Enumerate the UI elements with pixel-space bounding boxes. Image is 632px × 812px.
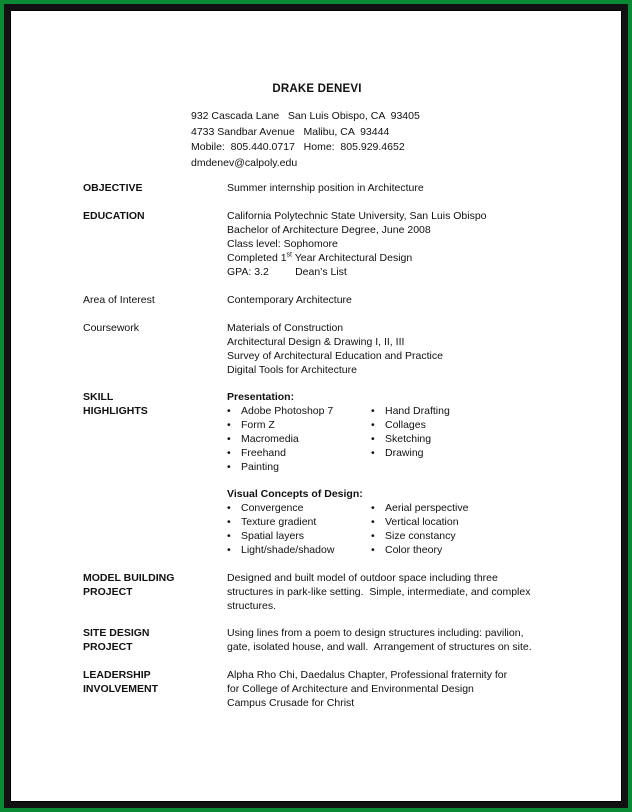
list-item: • Vertical location	[371, 515, 468, 529]
phone-line: Mobile: 805.440.0717 Home: 805.929.4652	[191, 141, 405, 153]
leadership-label-line-2: INVOLVEMENT	[83, 683, 159, 695]
education-completed	[227, 251, 487, 265]
list-item: • Hand Drafting	[371, 404, 450, 418]
presentation-head-text: Presentation:	[227, 391, 295, 403]
email-link[interactable]: dmdenev@calpoly.edu	[191, 156, 298, 169]
education-body	[227, 209, 487, 279]
contact-block	[191, 109, 420, 171]
list-item: • Form Z	[227, 418, 333, 432]
list-item: • Macromedia	[227, 432, 333, 446]
list-item: • Spatial layers	[227, 529, 334, 543]
leadership-line: for College of Architecture and Environmental Design	[227, 683, 474, 695]
list-item: • Aerial perspective	[371, 501, 468, 515]
objective-text	[227, 181, 424, 195]
site-label-line-2: PROJECT	[83, 641, 133, 653]
education-degree: Bachelor of Architecture Degree, June 2008	[227, 224, 431, 236]
site-body	[227, 626, 532, 654]
model-label-line-2: PROJECT	[83, 586, 133, 598]
model-body	[227, 571, 530, 613]
skills-label-line-1: SKILL	[83, 391, 114, 403]
interest-text: Contemporary Architecture	[227, 294, 352, 306]
model-label-line-1: MODEL BUILDING	[83, 572, 175, 584]
list-item: • Size constancy	[371, 529, 468, 543]
education-class-level: Class level: Sophomore	[227, 238, 338, 250]
site-label	[83, 626, 150, 654]
objective-line: Summer internship position in Architecture	[227, 182, 424, 194]
visual-concepts-heading	[227, 487, 363, 501]
skills-label	[83, 390, 148, 418]
course-item: Architectural Design & Drawing I, II, III	[227, 336, 405, 348]
resume-page	[10, 10, 622, 802]
site-label-line-1: SITE DESIGN	[83, 627, 150, 639]
list-item: • Drawing	[371, 446, 450, 460]
list-item: • Convergence	[227, 501, 334, 515]
visual-list-right	[371, 501, 468, 557]
list-item: • Adobe Photoshop 7	[227, 404, 333, 418]
presentation-list-right	[371, 404, 450, 460]
course-item: Materials of Construction	[227, 322, 344, 334]
model-label	[83, 571, 174, 599]
list-item: • Sketching	[371, 432, 450, 446]
site-line: Using lines from a poem to design structures including: pavilion,	[227, 627, 524, 639]
presentation-heading	[227, 390, 294, 404]
coursework-label: Coursework	[83, 322, 140, 334]
list-item: • Freehand	[227, 446, 333, 460]
list-item: • Light/shade/shadow	[227, 543, 334, 557]
list-item: • Color theory	[371, 543, 468, 557]
list-item: • Texture gradient	[227, 515, 334, 529]
model-line: Designed and built model of outdoor space including three	[227, 572, 498, 584]
visual-head-text: Visual Concepts of Design:	[227, 488, 363, 500]
completed-rest: Year Architectural Design	[292, 252, 413, 264]
completed-superscript: st	[286, 251, 292, 259]
objective-label: OBJECTIVE	[83, 182, 143, 194]
interest-body	[227, 293, 352, 307]
skills-label-line-2: HIGHLIGHTS	[83, 405, 148, 417]
completed-text: Completed 1	[227, 252, 287, 264]
site-line: gate, isolated house, and wall. Arrangement of structures on site.	[227, 641, 532, 653]
course-item: Digital Tools for Architecture	[227, 364, 357, 376]
model-line: structures.	[227, 600, 277, 612]
coursework-body	[227, 321, 443, 377]
education-gpa: GPA: 3.2 Dean’s List	[227, 266, 347, 278]
presentation-list-left	[227, 404, 333, 474]
leadership-label	[83, 668, 158, 696]
education-label: EDUCATION	[83, 210, 145, 222]
model-line: structures in park-like setting. Simple, intermediate, and complex	[227, 586, 531, 598]
address-line-1: 932 Cascada Lane San Luis Obispo, CA 93405	[191, 110, 420, 122]
list-item: • Collages	[371, 418, 450, 432]
address-line-2: 4733 Sandbar Avenue Malibu, CA 93444	[191, 125, 390, 138]
candidate-name: DRAKE DENEVI	[272, 83, 362, 95]
leadership-label-line-1: LEADERSHIP	[83, 669, 151, 681]
leadership-line: Alpha Rho Chi, Daedalus Chapter, Professional fraternity for	[227, 669, 508, 681]
education-school: California Polytechnic State University, San Luis Obispo	[227, 210, 487, 222]
visual-list-left	[227, 501, 334, 557]
interest-label: Area of Interest	[83, 294, 155, 306]
list-item: • Painting	[227, 460, 333, 474]
course-item: Survey of Architectural Education and Practice	[227, 350, 443, 362]
leadership-body	[227, 668, 507, 710]
leadership-line: Campus Crusade for Christ	[227, 697, 355, 709]
